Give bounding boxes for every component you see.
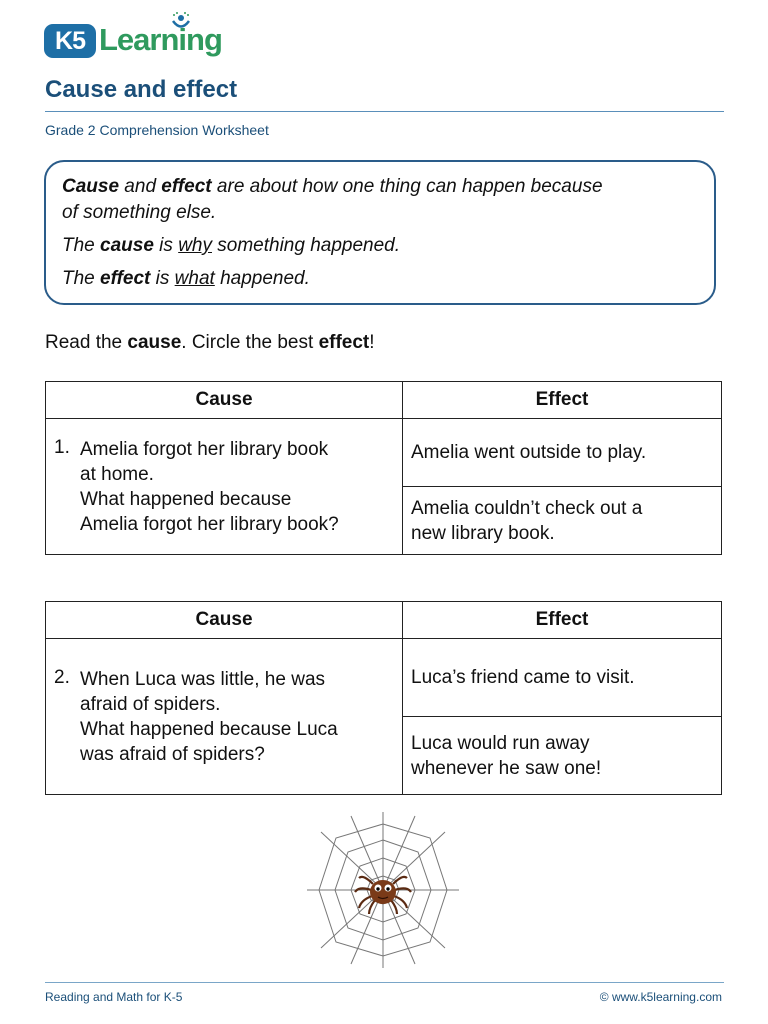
text-line: was afraid of spiders? (80, 743, 265, 765)
text-line: whenever he saw one! (411, 757, 602, 779)
cause-term: Cause (62, 176, 120, 197)
worksheet-subtitle: Grade 2 Comprehension Worksheet (45, 122, 269, 138)
text: . Circle the best (181, 332, 319, 353)
table-header-row (46, 602, 722, 639)
instructions (45, 332, 375, 354)
text: The (62, 235, 101, 256)
logo-badge: K5 (44, 24, 96, 58)
effect-option-2[interactable] (403, 487, 722, 555)
cause-text (80, 437, 386, 537)
k5-learning-logo (44, 12, 222, 64)
footer-tagline: Reading and Math for K-5 (45, 990, 183, 1004)
effect-term: effect (100, 268, 151, 289)
effect-option-1[interactable] (403, 419, 722, 487)
text: is (150, 268, 175, 289)
question-number: 2. (54, 666, 70, 688)
effect-header: Effect (403, 602, 722, 639)
text: happened. (214, 268, 310, 289)
text-line: Amelia forgot her library book? (80, 513, 339, 535)
effect-option-1[interactable] (403, 639, 722, 717)
effect-term: effect (318, 332, 370, 353)
definition-line-3 (62, 235, 400, 257)
cause-term: cause (100, 235, 154, 256)
cause-header: Cause (46, 602, 403, 639)
text-line: Luca’s friend came to visit. (411, 667, 635, 688)
spider-web-illustration (303, 808, 463, 972)
definition-box (44, 160, 716, 305)
text-line: What happened because Luca (80, 718, 338, 740)
text-line: new library book. (411, 522, 555, 544)
cause-cell (46, 639, 403, 795)
text-line: What happened because (80, 488, 292, 510)
logo-figure-icon (168, 12, 194, 32)
text-line: Amelia couldn’t check out a (411, 497, 643, 519)
why-underlined: why (178, 235, 212, 256)
question-number: 1. (54, 436, 70, 458)
text-line: When Luca was little, he was (80, 668, 326, 690)
cause-effect-table-2 (45, 601, 722, 795)
effect-option-2[interactable] (403, 717, 722, 795)
effect-header: Effect (403, 382, 722, 419)
text-line: Amelia forgot her library book (80, 438, 329, 460)
text: something happened. (211, 235, 401, 256)
page-title: Cause and effect (45, 76, 238, 103)
cause-text (80, 667, 386, 767)
effect-term: effect (161, 176, 212, 197)
cause-effect-table-1 (45, 381, 722, 555)
text: ! (369, 332, 375, 353)
text-line: afraid of spiders. (80, 693, 221, 715)
logo-word: Learning (99, 22, 222, 57)
text: is (153, 235, 179, 256)
cause-term: cause (127, 332, 182, 353)
text: The (62, 268, 101, 289)
what-underlined: what (174, 268, 215, 289)
definition-line-1 (62, 176, 603, 198)
footer-website-link[interactable]: © www.k5learning.com (599, 990, 722, 1004)
title-divider (45, 111, 724, 112)
definition-line-2: of something else. (62, 202, 217, 223)
text-line: Amelia went outside to play. (411, 442, 647, 463)
definition-line-4 (62, 268, 310, 290)
text: Read the (45, 332, 128, 353)
and-text: and (119, 176, 162, 197)
table-header-row (46, 382, 722, 419)
text-line: at home. (80, 463, 154, 485)
table-row (46, 419, 722, 487)
cause-header: Cause (46, 382, 403, 419)
cause-cell (46, 419, 403, 555)
table-row (46, 639, 722, 717)
footer-divider (45, 982, 724, 983)
text-line: Luca would run away (411, 732, 590, 754)
definition-rest: are about how one thing can happen because (211, 176, 603, 197)
